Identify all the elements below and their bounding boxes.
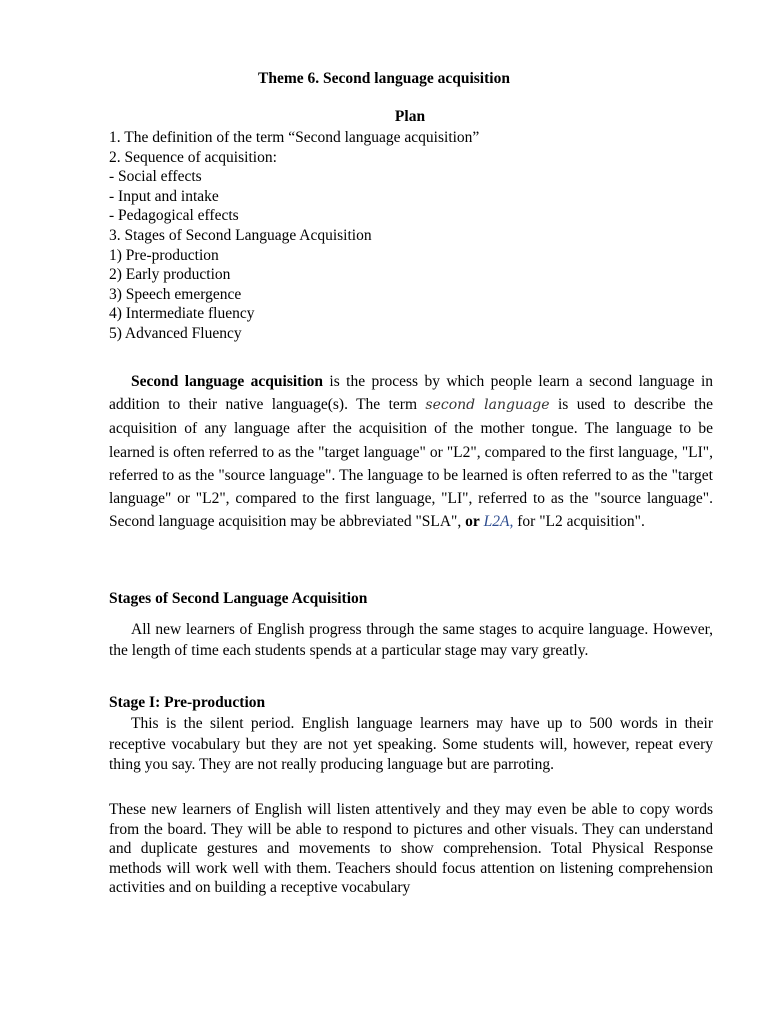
plan-item: - Input and intake (109, 187, 219, 205)
plan-item: - Pedagogical effects (109, 207, 239, 225)
intro-paragraph (109, 370, 713, 533)
stage-1-paragraph: These new learners of English will listen attentively and they may even be able to copy words from the board. They will be able to respond to pictures and other visuals. They can understand and duplicate gestures and movements to show comprehension. Total Physical Response methods will work well with them. Teachers should focus attention on listening comprehension activities and on building a receptive vocabulary (109, 801, 713, 896)
plan-heading: Plan (394, 108, 426, 125)
intro-text: is used to describe the acquisition of any language after the acquisition of the mother tongue. The language to be learned is often referred to as the "target language" or "L2", compared to the first language, "LI", referred to as the "source language". The language to be learned is often referred to as the "target language" or "L2", compared to the first language, "LI", referred to as the "source language". Second language acquisition may be abbreviated "SLA", (109, 396, 713, 531)
plan-item: 2) Early production (109, 266, 231, 284)
plan-item: 2. Sequence of acquisition: (109, 148, 277, 166)
plan-item: 3. Stages of Second Language Acquisition (109, 226, 372, 244)
intro-italic-term: second language (425, 397, 550, 414)
intro-text: is the process by which people learn a second language in addition to their native language(s). The term (109, 373, 713, 414)
plan-item: - Social effects (109, 168, 202, 186)
intro-text: for "L2 acquisition". (513, 513, 645, 531)
document-title: Theme 6. Second language acquisition (258, 70, 510, 87)
stage-1-heading: Stage I: Pre-production (109, 694, 266, 711)
plan-list (109, 128, 479, 344)
stages-paragraph: All new learners of English progress through the same stages to acquire language. However, the length of time each students spends at a particular stage may vary greatly. (109, 621, 713, 659)
plan-item: 4) Intermediate fluency (109, 305, 255, 323)
intro-l2a-term: L2A, (483, 513, 514, 531)
plan-item: 1) Pre-production (109, 246, 219, 264)
intro-or-word: or (465, 513, 480, 531)
plan-item: 5) Advanced Fluency (109, 324, 242, 342)
plan-item: 3) Speech emergence (109, 285, 242, 303)
stage-1-paragraph: This is the silent period. English language learners may have up to 500 words in their receptive vocabulary but they are not yet speaking. Some students will, however, repeat every thing you say. They are not really producing language but are parroting. (109, 715, 713, 773)
intro-bold-term: Second language acquisition (131, 373, 323, 390)
plan-item: 1. The definition of the term “Second language acquisition” (109, 129, 480, 146)
stages-section-heading: Stages of Second Language Acquisition (109, 590, 368, 607)
